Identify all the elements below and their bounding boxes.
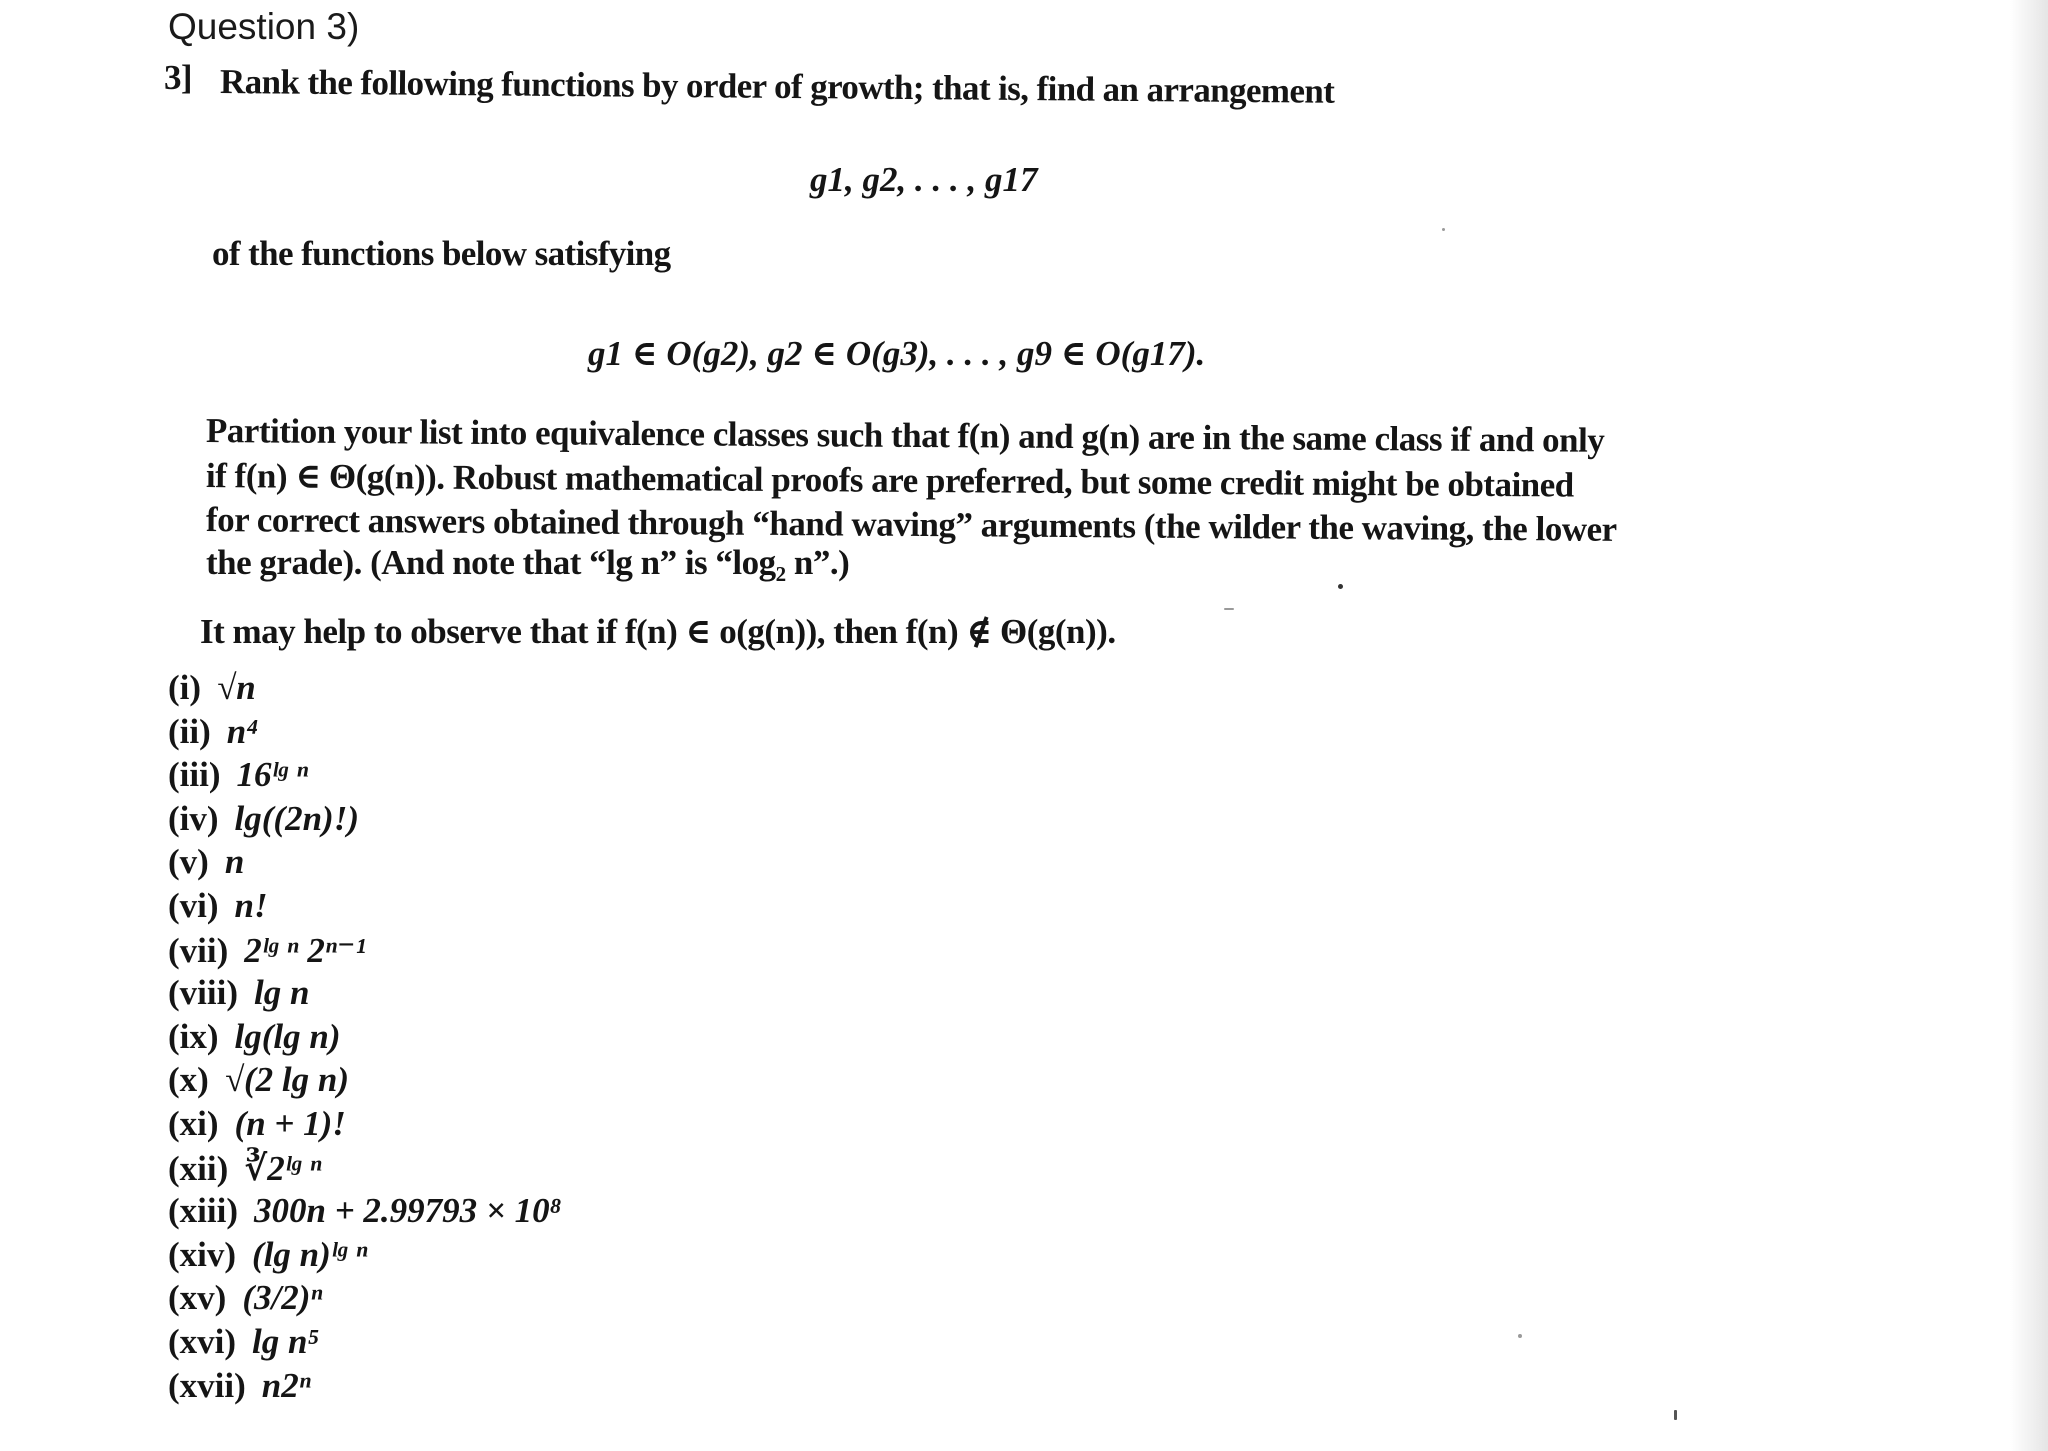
item-number: (ix) [168, 1016, 219, 1056]
item-expression: n2ⁿ [261, 1365, 311, 1405]
scan-speck [1518, 1334, 1522, 1338]
item-expression: (lg n)ˡᵍ ⁿ [252, 1234, 368, 1274]
item-number: (viii) [168, 973, 238, 1013]
item-expression: (3/2)ⁿ [242, 1278, 323, 1318]
scan-speck [1224, 608, 1234, 610]
hint-text: It may help to observe that if f(n) ∈ o(g(n)), then f(n) ∉ Θ(g(n)). [200, 612, 1116, 651]
question-label: Question 3) [168, 6, 360, 47]
functions-below-text: of the functions below satisfying [212, 234, 671, 273]
page-edge-shadow [2010, 0, 2048, 1451]
item-expression: lg n [253, 973, 310, 1013]
item-number: (xvi) [168, 1321, 237, 1361]
partition-line-2: if f(n) ∈ Θ(g(n)). Robust mathematical proofs are preferred, but some credit might be obtained [205, 456, 1574, 505]
item-expression: n [224, 842, 245, 882]
item-number: (vii) [168, 930, 229, 970]
list-item [168, 1104, 562, 1148]
intro-text: Rank the following functions by order of growth; that is, find an arrangement [219, 62, 1335, 111]
list-item [168, 1235, 562, 1279]
item-number: (v) [168, 842, 209, 882]
item-number: (xiii) [168, 1191, 238, 1231]
list-item [168, 1060, 562, 1104]
item-number: (xv) [168, 1278, 227, 1318]
item-number: (xi) [168, 1103, 219, 1143]
item-number: (iv) [168, 798, 219, 838]
item-number: (xii) [168, 1148, 229, 1188]
item-expression: lg(lg n) [234, 1016, 341, 1056]
scan-speck [1674, 1410, 1677, 1420]
function-list [168, 668, 562, 1409]
item-expression: lg n⁵ [252, 1321, 320, 1361]
item-number: (xvii) [168, 1365, 246, 1405]
list-item [168, 755, 562, 799]
scan-speck [1442, 228, 1445, 231]
list-item [168, 668, 562, 712]
item-expression: 2ˡᵍ ⁿ 2ⁿ⁻¹ [244, 930, 366, 970]
item-number: (xiv) [168, 1234, 237, 1274]
item-expression: (n + 1)! [234, 1103, 346, 1143]
item-expression: 300n + 2.99793 × 10⁸ [253, 1191, 562, 1231]
item-number: (ii) [168, 711, 211, 751]
list-item [168, 1017, 562, 1061]
partition-line-3: for correct answers obtained through “hand waving” arguments (the wilder the waving, the lower [205, 500, 1617, 549]
item-number: (x) [168, 1060, 209, 1100]
condition-expression: g1 ∈ O(g2), g2 ∈ O(g3), . . . , g9 ∈ O(g17). [588, 334, 1206, 373]
list-item [168, 886, 562, 930]
item-expression: n! [234, 885, 268, 925]
item-number: (iii) [168, 755, 221, 795]
list-item [168, 1191, 562, 1235]
item-expression: ∛2ˡᵍ ⁿ [244, 1148, 322, 1188]
list-item [168, 1322, 562, 1366]
list-item [168, 973, 562, 1017]
list-item [168, 842, 562, 886]
list-item [168, 1278, 562, 1322]
item-expression: √n [217, 668, 256, 707]
item-expression: lg((2n)!) [234, 798, 359, 838]
list-item [168, 1148, 562, 1192]
item-expression: 16ˡᵍ ⁿ [236, 755, 309, 795]
item-number: (vi) [168, 885, 219, 925]
item-expression: √(2 lg n) [224, 1060, 350, 1100]
partition-line-1: Partition your list into equivalence classes such that f(n) and g(n) are in the same class if and only [205, 411, 1605, 460]
list-item [168, 712, 562, 756]
arrangement-expression: g1, g2, . . . , g17 [810, 160, 1038, 199]
scan-speck [1338, 584, 1343, 589]
partition-line-4: the grade). (And note that “lg n” is “log₂ n”.) [206, 543, 850, 582]
list-item [168, 930, 562, 974]
item-number: (i) [168, 668, 202, 707]
list-item [168, 799, 562, 843]
list-item [168, 1366, 562, 1410]
item-expression: n⁴ [226, 711, 259, 751]
problem-number: 3] [164, 58, 192, 97]
